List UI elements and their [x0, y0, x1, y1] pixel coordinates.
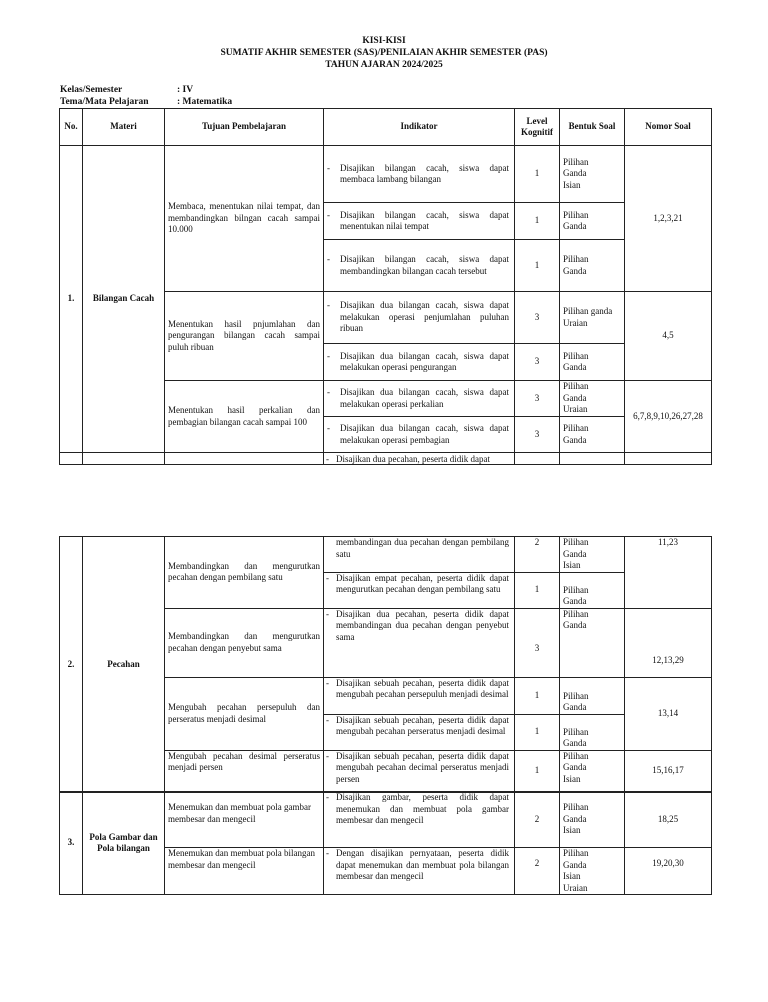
bentuk-line: Ganda [563, 620, 587, 630]
indikator-text: Dengan disajikan pernyataan, peserta didik dapat menemukan dan membuat pola bilangan membesar dan mengecil [336, 848, 509, 881]
bentuk-line: Ganda [563, 859, 587, 870]
nomor-cell: 19,20,30 [625, 848, 712, 895]
level-cell: 1 [515, 677, 560, 714]
bentuk-line: Pilihan [563, 584, 589, 595]
bentuk-line: Pilihan [563, 726, 589, 737]
bullet-dash: - [327, 209, 330, 220]
indikator-cell [324, 848, 515, 895]
tujuan-cell: Menentukan hasil pnjumlahan dan pengurangan bilangan cacah sampai puluh ribuan [165, 292, 324, 381]
indikator-text: Disajikan dua bilangan cacah, siswa dapat melakukan operasi pengurangan [340, 350, 509, 372]
tujuan-cell: Menemukan dan membuat pola gambar membesar dan mengecil [165, 792, 324, 848]
bentuk-line: Pilihan [563, 690, 589, 701]
tujuan-cell: Membandingkan dan mengurutkan pecahan dengan penyebut sama [165, 608, 324, 677]
col-header-nomor: Nomor Soal [625, 109, 712, 146]
bullet-dash: - [326, 792, 329, 802]
row-number: 1. [60, 146, 83, 453]
meta-kelas-value: : IV [177, 85, 194, 95]
bentuk-line: Isian [563, 773, 581, 784]
doc-subtitle: SUMATIF AKHIR SEMESTER (SAS)/PENILAIAN AKHIR SEMESTER (PAS) [220, 48, 548, 58]
kisi-table-part1 [59, 108, 712, 465]
empty-cell [560, 453, 625, 465]
tujuan-cell: Menentukan hasil perkalian dan pembagian bilangan cacah sampai 100 [165, 381, 324, 453]
col-header-level: Level Kognitif [515, 109, 560, 146]
bentuk-cell [560, 714, 625, 750]
table-row [60, 453, 712, 465]
nomor-cell: 12,13,29 [625, 608, 712, 677]
level-cell: 1 [515, 146, 560, 203]
level-cell: 2 [515, 848, 560, 895]
tujuan-cell: Membandingkan dan mengurutkan pecahan dengan pembilang satu [165, 537, 324, 609]
indikator-text: Disajikan empat pecahan, peserta didik dapat mengurutkan pecahan dengan pembilang satu [336, 572, 509, 594]
bentuk-line: Isian [563, 871, 581, 881]
bentuk-cell [560, 292, 625, 344]
bentuk-line: Isian [563, 825, 581, 836]
tujuan-cell: Menemukan dan membuat pola bilangan membesar dan mengecil [165, 848, 324, 895]
empty-cell [83, 453, 165, 465]
indikator-cell [324, 203, 515, 240]
tujuan-cell: Membaca, menentukan nilai tempat, dan membandingkan bilngan cacah sampai 10.000 [165, 146, 324, 292]
empty-cell [625, 453, 712, 465]
bentuk-line: Uraian [563, 882, 588, 893]
bentuk-line: Ganda [563, 596, 587, 606]
bentuk-cell [560, 537, 625, 573]
bullet-dash: - [327, 254, 330, 264]
bentuk-line: Pilihan [563, 156, 589, 167]
empty-cell [60, 453, 83, 465]
bentuk-line: Isian [563, 179, 581, 190]
bentuk-cell [560, 848, 625, 895]
indikator-cell [324, 240, 515, 292]
level-cell: 1 [515, 240, 560, 292]
bullet-dash: - [326, 608, 329, 619]
level-cell: 1 [515, 750, 560, 792]
bentuk-cell [560, 146, 625, 203]
bentuk-line: Pilihan [563, 750, 589, 761]
indikator-text: Disajikan dua bilangan cacah, siswa dapat melakukan operasi pembagian [340, 423, 509, 445]
bullet-dash: - [326, 750, 329, 761]
bentuk-line: Pilihan [563, 381, 589, 392]
indikator-text: Disajikan dua pecahan, peserta didik dapat membandingan dua pecahan dengan penyebut sama [336, 608, 509, 642]
bentuk-cell [560, 381, 625, 417]
bentuk-cell [560, 344, 625, 381]
indikator-text: Disajikan bilangan cacah, siswa dapat membaca lambang bilangan [340, 162, 509, 184]
tujuan-cell: Mengubah pecahan persepuluh dan perseratus menjadi desimal [165, 677, 324, 750]
col-header-bentuk: Bentuk Soal [560, 109, 625, 146]
bentuk-line: Pilihan [563, 608, 589, 619]
bentuk-line: Pilihan [563, 423, 589, 433]
indikator-cell [324, 381, 515, 417]
indikator-cell [324, 453, 515, 465]
indikator-text: Disajikan dua pecahan, peserta didik dapat [336, 453, 490, 464]
indikator-cell [324, 750, 515, 792]
bentuk-line: Pilihan [563, 802, 589, 813]
bullet-dash: - [327, 300, 330, 311]
col-header-no: No. [60, 109, 83, 146]
level-cell: 3 [515, 381, 560, 417]
indikator-text: Disajikan dua bilangan cacah, siswa dapat melakukan operasi penjumlahan puluhan ribuan [340, 300, 509, 334]
bentuk-line: Isian [563, 560, 581, 570]
bentuk-line: Pilihan [563, 848, 589, 858]
empty-cell [165, 453, 324, 465]
level-cell: 2 [515, 792, 560, 848]
bullet-dash: - [327, 423, 330, 433]
level-cell: 3 [515, 344, 560, 381]
table-row [60, 146, 712, 203]
level-cell: 1 [515, 572, 560, 608]
doc-title: KISI-KISI [362, 36, 406, 46]
indikator-cell [324, 537, 515, 573]
bentuk-cell [560, 417, 625, 453]
bentuk-cell [560, 240, 625, 292]
level-cell: 3 [515, 608, 560, 677]
bentuk-line: Ganda [563, 265, 587, 276]
bentuk-line: Uraian [563, 317, 588, 328]
empty-cell [515, 453, 560, 465]
nomor-cell: 6,7,8,9,10,26,27,28 [625, 381, 712, 453]
level-cell: 3 [515, 292, 560, 344]
tujuan-cell: Mengubah pecahan desimal perseratus menjadi persen [165, 750, 324, 792]
row-number: 2. [60, 537, 83, 793]
indikator-text: Disajikan bilangan cacah, siswa dapat menentukan nilai tempat [340, 209, 509, 231]
level-cell: 1 [515, 714, 560, 750]
level-cell: 3 [515, 417, 560, 453]
table-row [60, 792, 712, 848]
col-header-materi: Materi [83, 109, 165, 146]
indikator-text: Disajikan dua bilangan cacah, siswa dapat melakukan operasi perkalian [340, 387, 509, 409]
nomor-cell: 18,25 [625, 792, 712, 848]
bentuk-cell [560, 608, 625, 677]
col-header-tujuan: Tujuan Pembelajaran [165, 109, 324, 146]
indikator-cell [324, 344, 515, 381]
bullet-dash: - [326, 677, 329, 688]
indikator-text: Disajikan sebuah pecahan, peserta didik dapat mengubah pecahan perseratus menjadi desimal [336, 714, 509, 736]
meta-tema-value: : Matematika [177, 97, 233, 107]
bentuk-line: Pilihan ganda [563, 306, 613, 316]
indikator-cell [324, 417, 515, 453]
bullet-dash: - [327, 162, 330, 173]
bentuk-line: Ganda [563, 813, 587, 824]
bentuk-line: Ganda [563, 738, 587, 748]
level-cell: 2 [515, 537, 560, 573]
bentuk-line: Ganda [563, 221, 587, 231]
kisi-table-part2 [59, 536, 712, 793]
bentuk-line: Uraian [563, 404, 588, 415]
bentuk-line: Pilihan [563, 350, 589, 361]
indikator-cell [324, 572, 515, 608]
col-header-indikator: Indikator [324, 109, 515, 146]
indikator-text: Disajikan sebuah pecahan, peserta didik dapat mengubah pecahan decimal perseratus menjadi persen [336, 750, 509, 784]
bentuk-line: Ganda [563, 702, 587, 712]
meta-tema [60, 96, 232, 108]
bentuk-line: Ganda [563, 392, 587, 403]
nomor-cell: 1,2,3,21 [625, 146, 712, 292]
bullet-dash: - [326, 453, 329, 464]
indikator-text: Disajikan sebuah pecahan, peserta didik dapat mengubah pecahan persepuluh menjadi desimal [336, 677, 509, 699]
indikator-cell [324, 608, 515, 677]
indikator-cell [324, 792, 515, 848]
table-row [60, 537, 712, 573]
materi-cell: Bilangan Cacah [83, 146, 165, 453]
table-header-row [60, 109, 712, 146]
bullet-dash: - [326, 714, 329, 725]
bentuk-line: Ganda [563, 362, 587, 372]
bullet-dash: - [326, 848, 329, 858]
meta-kelas-label: Kelas/Semester [60, 85, 123, 95]
bentuk-cell [560, 677, 625, 714]
doc-year: TAHUN AJARAN 2024/2025 [325, 60, 443, 70]
bentuk-line: Ganda [563, 548, 587, 559]
indikator-cell [324, 146, 515, 203]
nomor-cell: 4,5 [625, 292, 712, 381]
row-number: 3. [60, 792, 83, 895]
bentuk-cell [560, 750, 625, 792]
level-cell: 1 [515, 203, 560, 240]
meta-kelas [60, 84, 193, 96]
bullet-dash: - [327, 350, 330, 361]
bullet-dash: - [327, 387, 330, 397]
materi-cell: Pecahan [83, 537, 165, 793]
bentuk-cell [560, 203, 625, 240]
bullet-dash: - [326, 572, 329, 583]
indikator-cell [324, 677, 515, 714]
indikator-cell [324, 714, 515, 750]
bentuk-line: Pilihan [563, 537, 589, 547]
indikator-text: Disajikan bilangan cacah, siswa dapat membandingkan bilangan cacah tersebut [340, 254, 509, 276]
bentuk-line: Pilihan [563, 209, 589, 220]
bentuk-line: Pilihan [563, 254, 589, 264]
bentuk-cell [560, 792, 625, 848]
nomor-cell: 13,14 [625, 677, 712, 750]
bentuk-cell [560, 572, 625, 608]
bentuk-line: Ganda [563, 762, 587, 772]
meta-tema-label: Tema/Mata Pelajaran [60, 97, 149, 107]
indikator-cell [324, 292, 515, 344]
bentuk-line: Ganda [563, 434, 587, 445]
nomor-cell: 11,23 [625, 537, 712, 609]
indikator-text: Disajikan gambar, peserta didik dapat menemukan dan membuat pola gambar membesar dan mengecil [336, 792, 509, 825]
indikator-text: membandingan dua pecahan dengan pembilang satu [336, 537, 509, 559]
materi-cell: Pola Gambar dan Pola bilangan [83, 792, 165, 895]
kisi-table-part3 [59, 791, 712, 895]
bentuk-line: Ganda [563, 168, 587, 179]
nomor-cell: 15,16,17 [625, 750, 712, 792]
